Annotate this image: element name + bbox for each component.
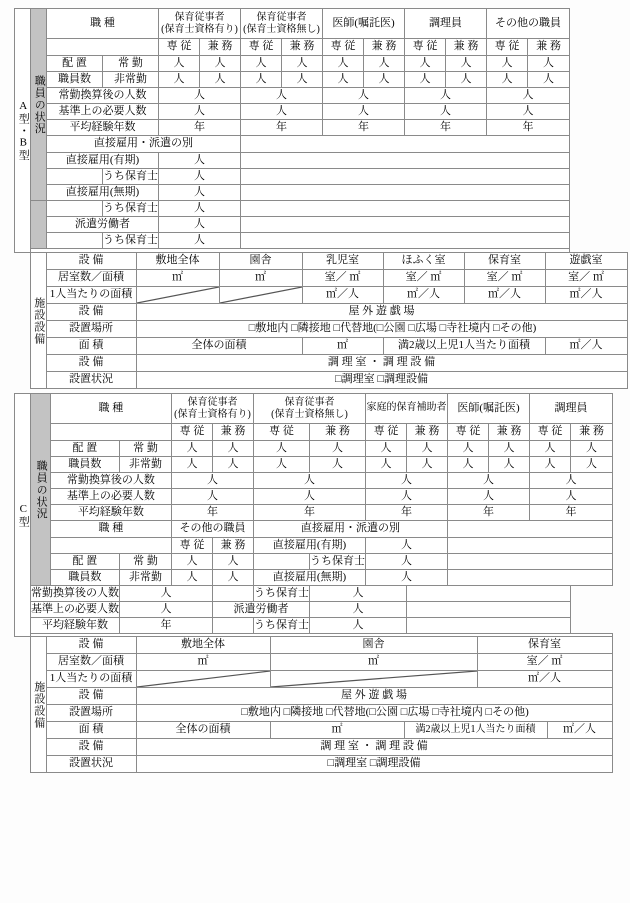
- cell-input[interactable]: 人: [407, 457, 448, 473]
- cell-input[interactable]: 年: [323, 120, 405, 136]
- cell-input[interactable]: 人: [407, 441, 448, 457]
- cell-input[interactable]: 年: [254, 505, 366, 521]
- employment-label-1-c: うち保育士: [310, 554, 366, 570]
- cell-input[interactable]: 人: [254, 473, 366, 489]
- cell-input[interactable]: 年: [241, 120, 323, 136]
- row-label-3-ab: 基準上の必要人数: [47, 104, 159, 120]
- cell-input[interactable]: 人: [310, 457, 366, 473]
- duty-0-0-ab: 専 従: [159, 39, 200, 56]
- cell-input[interactable]: 人: [323, 72, 364, 88]
- employment-label-5-c: うち保育士: [254, 618, 310, 634]
- cell-input[interactable]: 人: [366, 457, 407, 473]
- employment-header-c: 直接雇用・派遣の別: [254, 521, 448, 538]
- empty-area: [241, 217, 570, 233]
- cell-input[interactable]: 人: [120, 586, 213, 602]
- kitchen-status-options-c[interactable]: □調理室 □調理設備: [136, 756, 612, 773]
- row-label-4-c2: 平均経験年数: [31, 618, 120, 634]
- room-area-label-ab: 居室数／面積: [46, 270, 136, 287]
- empty-area: [448, 554, 613, 570]
- duty-0-0-c: 専 従: [172, 424, 213, 441]
- employment-label-2-c: 直接雇用(無期): [254, 570, 366, 586]
- cell-input[interactable]: 人: [172, 441, 213, 457]
- facility-equip-header-ab: 設 備: [46, 253, 136, 270]
- cell-input[interactable]: 人: [310, 602, 407, 618]
- duty-1-0-c: 専 従: [254, 424, 310, 441]
- empty-area: [241, 136, 570, 153]
- cell-input[interactable]: ㎡／人: [547, 722, 612, 739]
- cell-input[interactable]: 人: [254, 489, 366, 505]
- cell-input[interactable]: 人: [405, 104, 487, 120]
- type-spacer-ab: [14, 321, 30, 338]
- row-label-b-0-ab: 常 勤: [103, 56, 159, 72]
- duty-2-1-ab: 兼 務: [364, 39, 405, 56]
- row-label-4-c: 平均経験年数: [50, 505, 171, 521]
- facility-col-2-c: 保育室: [477, 637, 612, 654]
- job-col-0-c: 保育従事者 (保育士資格有り): [172, 394, 254, 424]
- duty-3-0-c: 専 従: [448, 424, 489, 441]
- outdoor-equip-header-ab: 設 備: [46, 304, 136, 321]
- duty-2-0-c: 専 従: [366, 424, 407, 441]
- cell-input[interactable]: 人: [159, 169, 241, 185]
- other-staff-col-c2: その他の職員: [172, 521, 254, 538]
- job-col-1-c: 保育従事者 (保育士資格無し): [254, 394, 366, 424]
- cell-input[interactable]: 人: [172, 489, 254, 505]
- facility-col-3-ab: ほふく室: [383, 253, 464, 270]
- empty-area: [407, 618, 571, 634]
- employment-label-0-ab: 直接雇用(有期): [47, 153, 159, 169]
- row-label-a-0-ab: 配 置: [47, 56, 103, 72]
- duty-1-0-ab: 専 従: [241, 39, 282, 56]
- row-label-b-0-c: 常 勤: [120, 441, 172, 457]
- outdoor-total-area-label-ab: 全体の面積: [136, 338, 302, 355]
- cell-input[interactable]: ㎡／人: [545, 338, 627, 355]
- duty-blank-ab: [47, 39, 159, 56]
- empty-area: [448, 521, 613, 538]
- cell-input[interactable]: 室／ ㎡: [545, 270, 627, 287]
- section-ab-facility: [14, 252, 628, 389]
- cell-input[interactable]: ㎡／人: [302, 287, 383, 304]
- facility-col-0-c: 敷地全体: [136, 637, 270, 654]
- cell-input[interactable]: 人: [530, 457, 571, 473]
- outdoor-place-options-ab[interactable]: □敷地内 □隣接地 □代替地(□公園 □広場 □寺社境内 □その他): [136, 321, 627, 338]
- cell-input[interactable]: 人: [323, 56, 364, 72]
- cell-input[interactable]: 人: [310, 618, 407, 634]
- cell-input[interactable]: 人: [489, 441, 530, 457]
- section-ab: [14, 8, 570, 253]
- cell-input[interactable]: ㎡: [270, 722, 404, 739]
- section-type-label-c: C型: [15, 394, 31, 637]
- kitchen-status-label-ab: 設置状況: [46, 372, 136, 389]
- type-spacer-ab: [14, 270, 30, 287]
- outdoor-area-label-ab: 面 積: [46, 338, 136, 355]
- cell-input[interactable]: 人: [282, 56, 323, 72]
- struck-cell: [136, 287, 219, 304]
- cell-input[interactable]: 年: [405, 120, 487, 136]
- duty-3-1-ab: 兼 務: [446, 39, 487, 56]
- cell-input[interactable]: 人: [159, 217, 241, 233]
- row-label-a-0-c2: 配 置: [50, 554, 119, 570]
- section-type-label-ab: A型・B型: [15, 9, 31, 253]
- employment-indent-5-c: [213, 618, 254, 634]
- row-label-2-c: 常勤換算後の人数: [50, 473, 171, 489]
- duty-c2-0: 専 従: [172, 538, 213, 554]
- type-spacer-c: [14, 671, 30, 688]
- empty-area: [241, 233, 570, 249]
- row-label-b-1-c2: 非常勤: [120, 570, 172, 586]
- kitchen-equip-header-ab: 設 備: [46, 355, 136, 372]
- cell-input[interactable]: 人: [364, 72, 405, 88]
- cell-input[interactable]: 人: [254, 441, 310, 457]
- cell-input[interactable]: 人: [405, 72, 446, 88]
- cell-input[interactable]: 人: [366, 570, 448, 586]
- room-area-label-c: 居室数／面積: [46, 654, 136, 671]
- cell-input[interactable]: 人: [528, 56, 570, 72]
- type-spacer-ab: [14, 287, 30, 304]
- cell-input[interactable]: 人: [213, 570, 254, 586]
- cell-input[interactable]: 室／ ㎡: [477, 654, 612, 671]
- duty-1-1-ab: 兼 務: [282, 39, 323, 56]
- outdoor-place-label-ab: 設置場所: [46, 321, 136, 338]
- employment-indent-1-ab: [47, 169, 103, 185]
- row-label-2-c2: 常勤換算後の人数: [31, 586, 120, 602]
- facility-col-1-c: 園舎: [270, 637, 477, 654]
- facility-col-0-ab: 敷地全体: [136, 253, 219, 270]
- empty-area: [448, 538, 613, 554]
- duty-0-1-ab: 兼 務: [200, 39, 241, 56]
- cell-input[interactable]: 人: [571, 441, 613, 457]
- employment-label-5-ab: うち保育士: [103, 233, 159, 249]
- cell-input[interactable]: 人: [487, 72, 528, 88]
- empty-area: [241, 169, 570, 185]
- cell-input[interactable]: 人: [159, 201, 241, 217]
- cell-input[interactable]: 人: [528, 72, 570, 88]
- row-label-3-c: 基準上の必要人数: [50, 489, 171, 505]
- employment-header-ab: 直接雇用・派遣の別: [47, 136, 241, 153]
- cell-input[interactable]: 人: [571, 457, 613, 473]
- row-label-2-ab: 常勤換算後の人数: [47, 88, 159, 104]
- duty-3-0-ab: 専 従: [405, 39, 446, 56]
- per-person-label-ab: 1人当たりの面積: [46, 287, 136, 304]
- cell-input[interactable]: 人: [159, 185, 241, 201]
- outdoor-title-ab: 屋 外 遊 戯 場: [136, 304, 627, 321]
- empty-area: [407, 602, 571, 618]
- cell-input[interactable]: ㎡: [219, 270, 302, 287]
- cell-input[interactable]: 人: [446, 72, 487, 88]
- type-spacer-c: [14, 688, 30, 705]
- cell-input[interactable]: 人: [213, 441, 254, 457]
- cell-input[interactable]: 人: [366, 489, 448, 505]
- outdoor-per-child-label-c: 満2歳以上児1人当たり面積: [404, 722, 547, 739]
- cell-input[interactable]: 人: [487, 56, 528, 72]
- staff-status-label-ab-cont: [31, 201, 47, 249]
- struck-cell: [219, 287, 302, 304]
- cell-input[interactable]: 人: [213, 554, 254, 570]
- duty-c2-1: 兼 務: [213, 538, 254, 554]
- employment-indent-3-ab: [47, 201, 103, 217]
- outdoor-total-area-label-c: 全体の面積: [136, 722, 270, 739]
- outdoor-area-label-c: 面 積: [46, 722, 136, 739]
- cell-input[interactable]: ㎡: [270, 654, 477, 671]
- cell-input[interactable]: 人: [530, 441, 571, 457]
- kitchen-title-c: 調 理 室 ・ 調 理 設 備: [136, 739, 612, 756]
- cell-input[interactable]: 人: [241, 56, 282, 72]
- employment-label-4-ab: 派遣労働者: [47, 217, 159, 233]
- cell-input[interactable]: 人: [487, 104, 570, 120]
- struck-cell: [270, 671, 477, 688]
- cell-input[interactable]: 人: [405, 56, 446, 72]
- cell-input[interactable]: 年: [448, 505, 530, 521]
- cell-input[interactable]: 人: [159, 56, 200, 72]
- empty-area: [241, 201, 570, 217]
- row-label-3-c2: 基準上の必要人数: [31, 602, 120, 618]
- cell-input[interactable]: ㎡／人: [545, 287, 627, 304]
- cell-input[interactable]: ㎡: [136, 270, 219, 287]
- job-col-4-c: 調理員: [530, 394, 613, 424]
- cell-input[interactable]: 人: [366, 538, 448, 554]
- employment-label-0-c: 直接雇用(有期): [254, 538, 366, 554]
- row-label-a-0-c: 配 置: [50, 441, 119, 457]
- cell-input[interactable]: 人: [159, 72, 200, 88]
- type-spacer-c: [14, 654, 30, 671]
- duty-1-1-c: 兼 務: [310, 424, 366, 441]
- cell-input[interactable]: 人: [282, 72, 323, 88]
- job-col-4-ab: その他の職員: [487, 9, 570, 39]
- duty-3-1-c: 兼 務: [489, 424, 530, 441]
- cell-input[interactable]: 年: [487, 120, 570, 136]
- staff-status-label-c: 職員の状況: [31, 394, 51, 586]
- facility-col-4-ab: 保育室: [464, 253, 545, 270]
- cell-input[interactable]: 人: [172, 554, 213, 570]
- duty-4-0-ab: 専 従: [487, 39, 528, 56]
- facility-label-ab: 施設設備: [30, 253, 46, 389]
- job-type-header-c2: 職 種: [50, 521, 171, 538]
- kitchen-equip-header-c: 設 備: [46, 739, 136, 756]
- type-spacer-c: [14, 756, 30, 773]
- outdoor-place-label-c: 設置場所: [46, 705, 136, 722]
- employment-label-3-ab: うち保育士: [103, 201, 159, 217]
- cell-input[interactable]: 年: [530, 505, 613, 521]
- employment-label-3-c: うち保育士: [254, 586, 310, 602]
- row-label-a-1-c2: 職員数: [50, 570, 119, 586]
- cell-input[interactable]: 人: [159, 233, 241, 249]
- employment-label-4-c: 派遣労働者: [213, 602, 310, 618]
- type-spacer-c: [14, 722, 30, 739]
- row-label-b-1-c: 非常勤: [120, 457, 172, 473]
- cell-input[interactable]: 人: [487, 88, 570, 104]
- cell-input[interactable]: 年: [366, 505, 448, 521]
- empty-area: [241, 185, 570, 201]
- cell-input[interactable]: 人: [364, 56, 405, 72]
- cell-input[interactable]: 年: [120, 618, 213, 634]
- duty-blank-c: [50, 424, 171, 441]
- duty-4-0-c: 専 従: [530, 424, 571, 441]
- job-type-header-c: 職 種: [50, 394, 171, 424]
- duty-2-0-ab: 専 従: [323, 39, 364, 56]
- cell-input[interactable]: ㎡: [136, 654, 270, 671]
- empty-area: [448, 570, 613, 586]
- cell-input[interactable]: 年: [159, 120, 241, 136]
- row-label-4-ab: 平均経験年数: [47, 120, 159, 136]
- employment-label-1-ab: うち保育士: [103, 169, 159, 185]
- cell-input[interactable]: 年: [172, 505, 254, 521]
- cell-input[interactable]: 人: [405, 88, 487, 104]
- job-col-2-c: 家庭的保育補助者: [366, 394, 448, 424]
- empty-area: [407, 586, 571, 602]
- cell-input[interactable]: 人: [159, 153, 241, 169]
- facility-col-2-ab: 乳児室: [302, 253, 383, 270]
- cell-input[interactable]: 人: [530, 473, 613, 489]
- cell-input[interactable]: 人: [530, 489, 613, 505]
- job-col-3-ab: 調理員: [405, 9, 487, 39]
- cell-input[interactable]: 人: [172, 570, 213, 586]
- cell-input[interactable]: 人: [241, 72, 282, 88]
- row-label-a-1-c: 職員数: [50, 457, 119, 473]
- cell-input[interactable]: 人: [241, 104, 323, 120]
- section-c: [14, 393, 613, 637]
- duty-blank-c2: [50, 538, 171, 554]
- cell-input[interactable]: 室／ ㎡: [383, 270, 464, 287]
- section-c-facility: [14, 636, 613, 773]
- job-col-2-ab: 医師(嘱託医): [323, 9, 405, 39]
- type-spacer-c: [14, 637, 30, 654]
- cell-input[interactable]: 人: [172, 473, 254, 489]
- cell-input[interactable]: 人: [120, 602, 213, 618]
- cell-input[interactable]: 人: [448, 441, 489, 457]
- type-spacer-ab: [14, 253, 30, 270]
- per-person-label-c: 1人当たりの面積: [46, 671, 136, 688]
- cell-input[interactable]: 人: [448, 489, 530, 505]
- cell-input[interactable]: 人: [448, 457, 489, 473]
- facility-col-1-ab: 園舎: [219, 253, 302, 270]
- kitchen-title-ab: 調 理 室 ・ 調 理 設 備: [136, 355, 627, 372]
- cell-input[interactable]: ㎡／人: [464, 287, 545, 304]
- cell-input[interactable]: 人: [448, 473, 530, 489]
- cell-input[interactable]: ㎡／人: [477, 671, 612, 688]
- cell-input[interactable]: 人: [366, 554, 448, 570]
- cell-input[interactable]: 人: [159, 104, 241, 120]
- job-col-3-c: 医師(嘱託医): [448, 394, 530, 424]
- type-spacer-c: [14, 705, 30, 722]
- cell-input[interactable]: 人: [213, 457, 254, 473]
- facility-equip-header-c: 設 備: [46, 637, 136, 654]
- cell-input[interactable]: 人: [200, 72, 241, 88]
- cell-input[interactable]: 人: [254, 457, 310, 473]
- duty-4-1-c: 兼 務: [571, 424, 613, 441]
- employment-indent-1-c: [254, 554, 310, 570]
- facility-label-c: 施設設備: [30, 637, 46, 773]
- duty-2-1-c: 兼 務: [407, 424, 448, 441]
- row-label-b-1-ab: 非常勤: [103, 72, 159, 88]
- row-label-b-0-c2: 常 勤: [120, 554, 172, 570]
- employment-indent-5-ab: [47, 233, 103, 249]
- outdoor-equip-header-c: 設 備: [46, 688, 136, 705]
- cell-input[interactable]: 室／ ㎡: [302, 270, 383, 287]
- cell-input[interactable]: 人: [241, 88, 323, 104]
- outdoor-per-child-label-ab: 満2歳以上児1人当たり面積: [383, 338, 545, 355]
- cell-input[interactable]: 人: [323, 88, 405, 104]
- outdoor-title-c: 屋 外 遊 戯 場: [136, 688, 612, 705]
- cell-input[interactable]: ㎡: [302, 338, 383, 355]
- cell-input[interactable]: 人: [310, 441, 366, 457]
- cell-input[interactable]: ㎡／人: [383, 287, 464, 304]
- outdoor-place-options-c[interactable]: □敷地内 □隣接地 □代替地(□公園 □広場 □寺社境内 □その他): [136, 705, 612, 722]
- kitchen-status-options-ab[interactable]: □調理室 □調理設備: [136, 372, 627, 389]
- type-spacer-ab: [14, 372, 30, 389]
- cell-input[interactable]: 人: [366, 473, 448, 489]
- cell-input[interactable]: 人: [323, 104, 405, 120]
- duty-4-1-ab: 兼 務: [528, 39, 570, 56]
- job-col-1-ab: 保育従事者 (保育士資格無し): [241, 9, 323, 39]
- type-spacer-ab: [14, 338, 30, 355]
- type-spacer-ab: [14, 304, 30, 321]
- type-spacer-c: [14, 739, 30, 756]
- row-label-a-1-ab: 職員数: [47, 72, 103, 88]
- empty-area: [241, 153, 570, 169]
- cell-input[interactable]: 室／ ㎡: [464, 270, 545, 287]
- cell-input[interactable]: 人: [310, 586, 407, 602]
- duty-0-1-c: 兼 務: [213, 424, 254, 441]
- cell-input[interactable]: 人: [446, 56, 487, 72]
- facility-col-5-ab: 遊戯室: [545, 253, 627, 270]
- cell-input[interactable]: 人: [172, 457, 213, 473]
- cell-input[interactable]: 人: [159, 88, 241, 104]
- cell-input[interactable]: 人: [200, 56, 241, 72]
- employment-indent-3-c: [213, 586, 254, 602]
- struck-cell: [136, 671, 270, 688]
- job-col-0-ab: 保育従事者 (保育士資格有り): [159, 9, 241, 39]
- cell-input[interactable]: 人: [489, 457, 530, 473]
- kitchen-status-label-c: 設置状況: [46, 756, 136, 773]
- cell-input[interactable]: 人: [366, 441, 407, 457]
- staff-status-label-ab: 職員の状況: [31, 9, 47, 201]
- job-type-header-ab: 職 種: [47, 9, 159, 39]
- employment-label-2-ab: 直接雇用(無期): [47, 185, 159, 201]
- type-spacer-ab: [14, 355, 30, 372]
